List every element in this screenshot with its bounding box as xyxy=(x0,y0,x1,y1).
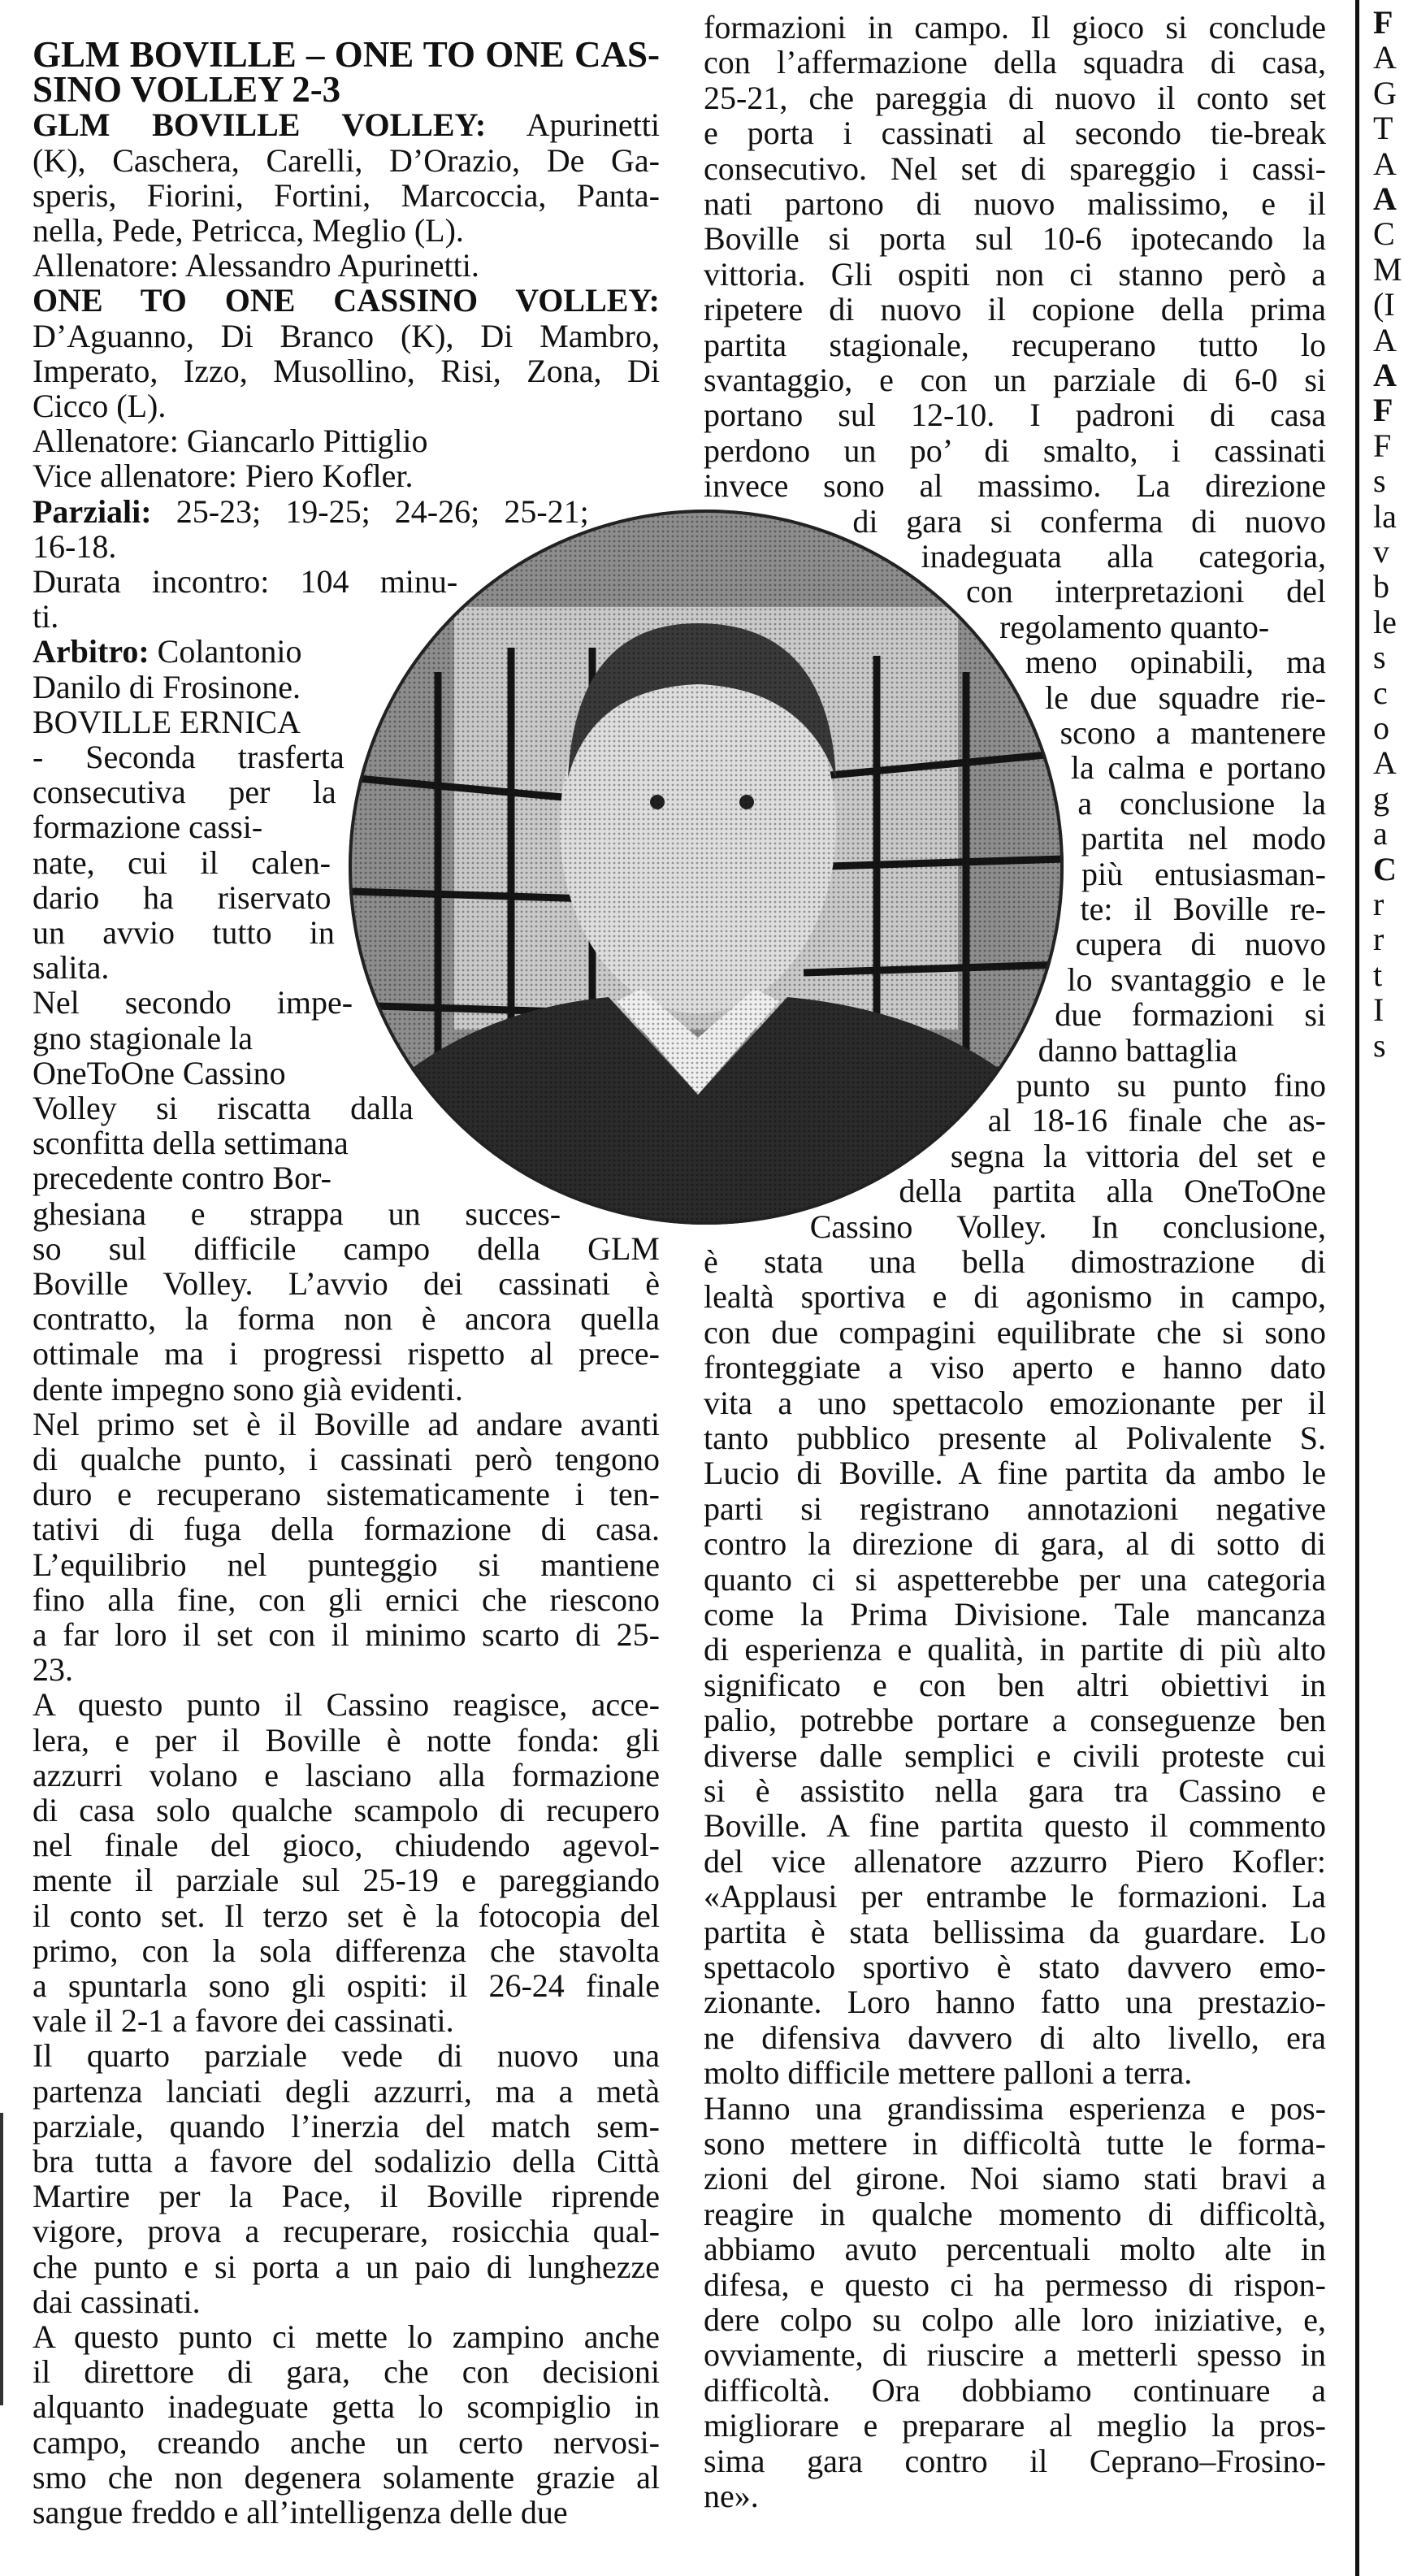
text-line-content: lera, e per il Boville è notte fonda: gli xyxy=(32,1721,660,1759)
text-line-content: nati partono di nuovo malissimo, e il xyxy=(704,185,1326,222)
bold-lead-in: Arbitro: xyxy=(32,633,150,670)
text-line-content: tanto pubblico presente al Polivalente S. xyxy=(704,1420,1326,1456)
bold-lead-in: GLM BOVILLE VOLLEY: xyxy=(32,106,487,144)
text-line-content: e porta i cassinati al secondo tie-break xyxy=(704,115,1326,152)
text-line-content: ottimale ma i progressi rispetto al prece- xyxy=(32,1335,660,1373)
text-line-content: - Seconda trasferta xyxy=(32,739,344,775)
text-line-content: partenza lanciati degli azzurri, ma a metà xyxy=(32,2072,660,2110)
text-line xyxy=(704,2337,1326,2372)
text-line-content: Cicco (L). xyxy=(32,388,167,424)
text-line-content: dai cassinati. xyxy=(32,2283,201,2320)
cropped-text-fragment: A xyxy=(1373,39,1397,76)
text-line-content: Imperato, Izzo, Musollino, Risi, Zona, Di xyxy=(32,352,660,389)
cropped-text-fragment: A xyxy=(1373,744,1397,782)
text-line xyxy=(704,2302,1326,2337)
text-line-content: primo, con la sola differenza che stavolta xyxy=(32,1932,660,1969)
text-line xyxy=(704,10,1326,45)
text-line-content: il direttore di gara, che con decisioni xyxy=(32,2353,660,2391)
text-line xyxy=(704,1949,1326,1984)
text-line xyxy=(1038,1033,1326,1068)
text-line-content: Nel primo set è il Boville ad andare avanti xyxy=(32,1405,660,1442)
text-line-content: ne difensiva davvero di alto livello, era xyxy=(704,2019,1326,2056)
text-line xyxy=(704,1844,1326,1879)
text-line xyxy=(1076,926,1326,961)
text-line xyxy=(1071,750,1326,785)
text-line-content: danno battaglia xyxy=(1038,1031,1238,1069)
text-line-content: invece sono al massimo. La direzione xyxy=(704,467,1326,505)
cropped-text-fragment: F xyxy=(1373,427,1392,464)
text-line-content: consecutiva per la xyxy=(32,774,336,811)
cropped-text-fragment: s xyxy=(1373,1026,1386,1064)
text-line-content: bra tutta a favore del sodalizio della Città xyxy=(32,2143,660,2179)
text-line-content: vigore, prova a recuperare, rosicchia qual- xyxy=(32,2213,660,2250)
text-line xyxy=(1025,644,1326,679)
text-line-content: vita a uno spettacolo emozionante per il xyxy=(704,1384,1326,1421)
text-line-content: difesa, e questo ci ha permesso di rispon- xyxy=(704,2266,1326,2303)
text-line-content: ti. xyxy=(32,598,59,635)
text-line-content: formazione cassi- xyxy=(32,809,263,846)
text-line xyxy=(704,1386,1326,1420)
text-line-content: migliorare e preparare al meglio la pros- xyxy=(704,2407,1326,2444)
text-line-content: punto su punto fino xyxy=(1016,1067,1326,1104)
text-line-content: sima gara contro il Ceprano–Frosino- xyxy=(704,2442,1326,2479)
cropped-text-fragment: A xyxy=(1373,357,1397,393)
line-text: Apurinetti xyxy=(486,106,660,144)
cropped-text-fragment: s xyxy=(1373,462,1386,500)
text-line-content: svantaggio, e con un parziale di 6-0 si xyxy=(704,362,1326,398)
text-line-content: contratto, la forma non è ancora quella xyxy=(32,1300,660,1338)
text-line-content: ghesiana e strappa un succes- xyxy=(32,1195,561,1232)
text-line-content: di gara si conferma di nuovo xyxy=(852,502,1326,540)
text-line xyxy=(704,1738,1326,1773)
text-line-content: a far loro il set con il minimo scarto di 25- xyxy=(32,1616,660,1653)
text-line-content: nella, Pede, Petricca, Meglio (L). xyxy=(32,212,464,249)
text-line-content: GLM BOVILLE – ONE TO ONE CAS- xyxy=(32,34,660,75)
text-line xyxy=(704,1808,1326,1843)
text-line-content: cupera di nuovo xyxy=(1075,926,1326,963)
text-line-content: salita. xyxy=(32,949,110,987)
text-line-content: BOVILLE ERNICA xyxy=(32,703,301,740)
text-line xyxy=(704,1526,1326,1561)
text-line-content: Danilo di Frosinone. xyxy=(32,668,301,705)
cropped-text-fragment: s xyxy=(1373,639,1386,676)
text-line-content: alquanto inadeguate getta lo scompiglio in xyxy=(32,2388,660,2426)
text-line-content: che punto e si porta a un paio di lunghezze xyxy=(32,2248,660,2285)
text-line xyxy=(704,186,1326,221)
text-line-content: è stata una bella dimostrazione di xyxy=(704,1243,1326,1280)
text-line xyxy=(704,221,1326,256)
cropped-text-fragment: le xyxy=(1373,603,1397,640)
text-line xyxy=(704,2161,1326,2196)
cropped-text-fragment: F xyxy=(1373,4,1393,41)
text-line xyxy=(704,2231,1326,2266)
line-text: 25-23; 19-25; 24-26; 25-21; xyxy=(151,492,589,530)
text-line xyxy=(704,2055,1326,2090)
cropped-text-fragment: C xyxy=(1373,850,1397,887)
text-line-content: ne». xyxy=(704,2478,759,2514)
text-line-content: «Applausi per entrambe le formazioni. La xyxy=(704,1878,1326,1915)
text-line xyxy=(704,1562,1326,1597)
line-text: Colantonio xyxy=(149,633,302,670)
cropped-text-fragment: A xyxy=(1373,321,1397,358)
text-line-content: Vice allenatore: Piero Kofler. xyxy=(32,458,414,495)
text-line-content: sconfitta della settimana xyxy=(32,1125,349,1162)
text-line-content: (K), Caschera, Carelli, D’Orazio, De Ga- xyxy=(32,141,660,179)
text-line-content: significato e con ben altri obiettivi in xyxy=(704,1666,1326,1703)
text-line-content: D’Aguanno, Di Branco (K), Di Mambro, xyxy=(32,317,660,354)
text-line-content: difficoltà. Ora dobbiamo continuare a xyxy=(704,2371,1326,2409)
text-line-content: L’equilibrio nel punteggio si mantiene xyxy=(32,1546,660,1583)
text-line xyxy=(704,2373,1326,2408)
text-line xyxy=(704,45,1326,80)
cropped-text-fragment: a xyxy=(1373,815,1388,852)
cropped-text-fragment: I xyxy=(1373,991,1384,1029)
text-line-content: Lucio di Boville. A fine partita da ambo le xyxy=(704,1455,1326,1492)
text-line xyxy=(704,1279,1326,1314)
text-line-content: smo che non degenera solamente grazie al xyxy=(32,2458,660,2496)
text-line-content: spettacolo sportivo è stato davvero emo- xyxy=(704,1949,1326,1985)
text-line-content: nate, cui il calen- xyxy=(32,843,331,881)
text-line xyxy=(704,2444,1326,2478)
text-line xyxy=(704,2408,1326,2443)
text-line-content: a spuntarla sono gli ospiti: il 26-24 finale xyxy=(32,1967,660,2004)
text-line-content: due formazioni si xyxy=(1055,996,1326,1034)
text-line-content: gno stagionale la xyxy=(32,1019,254,1056)
cropped-text-fragment: g xyxy=(1373,779,1389,817)
text-line-content: ovviamente, di riuscire a metterli spesso in xyxy=(704,2336,1326,2374)
text-line xyxy=(704,2197,1326,2231)
text-line xyxy=(704,2126,1326,2161)
text-line-content: fino alla fine, con gli ernici che riescono xyxy=(32,1581,660,1618)
text-line-content: sono mettere in difficoltà tutte le forma- xyxy=(704,2125,1326,2162)
text-line xyxy=(704,1315,1326,1350)
text-line xyxy=(704,2020,1326,2055)
text-line-content: Boville si porta sul 10-6 ipotecando la xyxy=(704,220,1326,258)
text-line-content: lo svantaggio e le xyxy=(1067,961,1326,998)
text-line xyxy=(704,362,1326,397)
cropped-text-fragment: t xyxy=(1373,956,1383,993)
text-line-content: Martire per la Pace, il Boville riprende xyxy=(32,2178,660,2215)
text-line-content: SINO VOLLEY 2-3 xyxy=(32,69,341,111)
text-line xyxy=(704,1702,1326,1737)
text-line xyxy=(704,2267,1326,2302)
cropped-text-fragment: F xyxy=(1373,392,1393,429)
text-line-content: come la Prima Divisione. Tale mancanza xyxy=(704,1596,1326,1633)
text-line-content: partita nel modo xyxy=(1081,820,1326,857)
text-line-content: A questo punto il Cassino reagisce, acce- xyxy=(32,1686,660,1724)
text-line-content: della partita alla OneToOne xyxy=(899,1173,1326,1210)
text-line-content: portano sul 12-10. I padroni di casa xyxy=(704,397,1326,434)
text-line xyxy=(704,1984,1326,2019)
text-line xyxy=(1080,891,1326,926)
text-line-content: quanto ci si aspetterebbe per una categoria xyxy=(704,1560,1326,1598)
cropped-text-fragment: o xyxy=(1373,709,1389,746)
text-line-content: si è assistito nella gara tra Cassino e xyxy=(704,1772,1326,1809)
text-line xyxy=(1045,680,1326,715)
cropped-text-fragment: T xyxy=(1373,110,1393,147)
text-line-content: vittoria. Gli ospiti non ci stanno però a xyxy=(704,255,1326,293)
text-line xyxy=(704,1491,1326,1526)
cropped-text-fragment: (I xyxy=(1373,286,1395,323)
text-line xyxy=(704,1879,1326,1914)
text-line xyxy=(704,1244,1326,1279)
text-line-content: le due squadre rie- xyxy=(1045,679,1326,716)
text-line-content: Volley si riscatta dalla xyxy=(32,1090,414,1126)
text-line xyxy=(1060,715,1326,750)
text-line xyxy=(1055,997,1326,1032)
cropped-text-fragment: la xyxy=(1373,497,1397,535)
text-line-content: molto difficile mettere palloni a terra. xyxy=(704,2054,1193,2092)
text-line xyxy=(704,2478,1326,2513)
text-line-content: mente il parziale sul 25-19 e pareggiando xyxy=(32,1862,660,1899)
text-line-content: Cassino Volley. In conclusione, xyxy=(809,1208,1326,1245)
text-line xyxy=(704,1632,1326,1667)
text-line-content: consecutivo. Nel set di spareggio i cassi- xyxy=(704,150,1326,187)
text-line xyxy=(704,292,1326,327)
text-line-content: parti si registrano annotazioni negative xyxy=(704,1490,1326,1527)
text-line-content: più entusiasman- xyxy=(1081,855,1326,892)
text-line-content: speris, Fiorini, Fortini, Marcoccia, Panta- xyxy=(32,176,660,214)
text-line-content: segna la vittoria del set e xyxy=(950,1137,1326,1174)
text-line-content: ripetere di nuovo il copione della prima xyxy=(704,291,1326,328)
cropped-text-fragment: c xyxy=(1373,674,1388,711)
text-line-content: azzurri volano e lasciano alla formazione xyxy=(32,1756,660,1793)
cropped-text-fragment: M xyxy=(1373,250,1402,288)
text-line-content: un avvio tutto in xyxy=(32,914,335,951)
portrait-photo xyxy=(349,510,1064,1225)
text-line-content: diverse dalle semplici e civili proteste cui xyxy=(704,1737,1326,1774)
text-line xyxy=(704,397,1326,432)
text-line-content: al 18-16 finale che as- xyxy=(987,1102,1326,1139)
text-line xyxy=(1077,786,1326,821)
text-line-content: con interpretazioni del xyxy=(966,573,1326,610)
text-line-content: fronteggiate a viso aperto e hanno dato xyxy=(704,1349,1326,1386)
text-line-content: OneToOne Cassino xyxy=(32,1054,286,1091)
text-line xyxy=(704,1420,1326,1455)
text-line-content: zionante. Loro hanno fatto una prestazio- xyxy=(704,1984,1326,2021)
text-line-content: tativi di fuga della formazione di casa. xyxy=(32,1511,660,1548)
text-line-content: Durata incontro: 104 minu- xyxy=(32,563,458,600)
text-line-content: Hanno una grandissima esperienza e pos- xyxy=(704,2089,1326,2127)
text-line-content: di esperienza e qualità, in partite di più alto xyxy=(704,1631,1326,1668)
text-line-content: zioni del girone. Noi siamo stati bravi a xyxy=(704,2160,1326,2197)
text-line xyxy=(704,1667,1326,1702)
text-line xyxy=(704,1773,1326,1808)
text-line-content: il conto set. Il terzo set è la fotocopia del xyxy=(32,1897,660,1934)
text-line-content: formazioni in campo. Il gioco si conclude xyxy=(704,9,1326,46)
text-line-content: 25-21, che pareggia di nuovo il conto set xyxy=(704,79,1326,116)
text-line-content: duro e recuperano sistematicamente i ten- xyxy=(32,1476,660,1513)
text-line xyxy=(704,433,1326,468)
text-line xyxy=(704,151,1326,186)
text-line xyxy=(1067,962,1326,997)
text-line xyxy=(704,1455,1326,1490)
text-line-content: Nel secondo impe- xyxy=(32,984,353,1021)
text-line-content: perdono un po’ di smalto, i cassinati xyxy=(704,432,1326,469)
cropped-text-fragment: v xyxy=(1373,533,1389,570)
text-line-content: te: il Boville re- xyxy=(1080,891,1326,927)
text-line-content: so sul difficile campo della GLM xyxy=(32,1229,660,1267)
text-line-content: a conclusione la xyxy=(1077,784,1326,822)
text-line-content: Allenatore: Giancarlo Pittiglio xyxy=(32,423,428,460)
text-line-content: Boville. A fine partita questo il commento xyxy=(704,1807,1326,1845)
text-line xyxy=(1081,856,1326,891)
text-line-content: dente impegno sono già evidenti. xyxy=(32,1370,463,1407)
text-line xyxy=(704,327,1326,362)
text-line xyxy=(704,257,1326,292)
text-line-content: inadeguata alla categoria, xyxy=(921,538,1326,575)
text-line-content: abbiamo avuto percentuali molto alte in xyxy=(704,2231,1326,2268)
bold-lead-in: Parziali: xyxy=(32,492,152,530)
text-line-content: vale il 2-1 a favore dei cassinati. xyxy=(32,2002,454,2040)
text-line xyxy=(704,1915,1326,1949)
text-line-content: con due compagini equilibrate che si sono xyxy=(704,1313,1326,1351)
text-line xyxy=(704,1350,1326,1385)
text-line xyxy=(704,115,1326,150)
text-line-content: con l’affermazione della squadra di casa, xyxy=(704,44,1326,81)
cropped-text-fragment: r xyxy=(1373,921,1384,958)
text-line-content: dere colpo su colpo alle loro iniziative, e, xyxy=(704,2301,1326,2338)
text-line-content: scono a mantenere xyxy=(1060,714,1326,751)
text-line xyxy=(704,468,1326,503)
text-line-content: di qualche punto, i cassinati però tengono xyxy=(32,1441,660,1477)
text-line xyxy=(704,1597,1326,1632)
text-line-content: partita è stata bellissima da guardare. Lo xyxy=(704,1913,1326,1950)
text-line-content: la calma e portano xyxy=(1070,749,1326,787)
text-line-content: precedente contro Bor- xyxy=(32,1160,332,1197)
cropped-text-fragment: b xyxy=(1373,568,1389,605)
text-line-content: nel finale del gioco, chiudendo agevol- xyxy=(32,1827,660,1864)
text-line-content: contro la direzione di gara, al di sotto di xyxy=(704,1525,1326,1563)
text-line-content: reagire in qualche momento di difficoltà, xyxy=(704,2195,1326,2232)
cropped-text-fragment: A xyxy=(1373,145,1397,182)
text-line-content: parziale, quando l’inerzia del match sem- xyxy=(32,2107,660,2144)
text-line-content: 16-18. xyxy=(32,527,117,565)
text-line xyxy=(704,80,1326,115)
text-line-content: dario ha riservato xyxy=(32,878,332,916)
text-line-content: di casa solo qualche scampolo di recupero xyxy=(32,1792,660,1828)
text-line-content: palio, potrebbe portare a conseguenze ben xyxy=(704,1702,1326,1739)
left-margin-rule xyxy=(0,2113,3,2405)
text-line-content: Allenatore: Alessandro Apurinetti. xyxy=(32,247,479,284)
text-line-content: partita stagionale, recuperano tutto lo xyxy=(704,326,1326,363)
column-divider xyxy=(1355,0,1359,2576)
cropped-text-fragment: A xyxy=(1373,180,1397,217)
text-line-content: sangue freddo e all’intelligenza delle due xyxy=(32,2494,568,2530)
cropped-text-fragment: C xyxy=(1373,215,1395,253)
text-line-content: Il quarto parziale vede di nuovo una xyxy=(32,2037,660,2075)
bold-lead-in: ONE TO ONE CASSINO VOLLEY: xyxy=(32,282,660,319)
cropped-text-fragment: r xyxy=(1373,886,1384,922)
text-line-content: meno opinabili, ma xyxy=(1025,644,1326,681)
text-line-content: Boville Volley. L’avvio dei cassinati è xyxy=(32,1265,660,1302)
text-line-content: campo, creando anche un certo nervosi- xyxy=(32,2423,660,2461)
text-line-content: 23. xyxy=(32,1651,73,1689)
cropped-text-fragment: G xyxy=(1373,74,1397,111)
text-line-content: del vice allenatore azzurro Piero Kofler: xyxy=(704,1842,1326,1880)
text-line-content: A questo punto ci mette lo zampino anche xyxy=(32,2318,660,2355)
text-line xyxy=(704,2091,1326,2126)
text-line xyxy=(1081,821,1326,856)
text-line-content: regolamento quanto- xyxy=(999,608,1270,645)
text-line-content: lealtà sportiva e di agonismo in campo, xyxy=(704,1278,1326,1316)
